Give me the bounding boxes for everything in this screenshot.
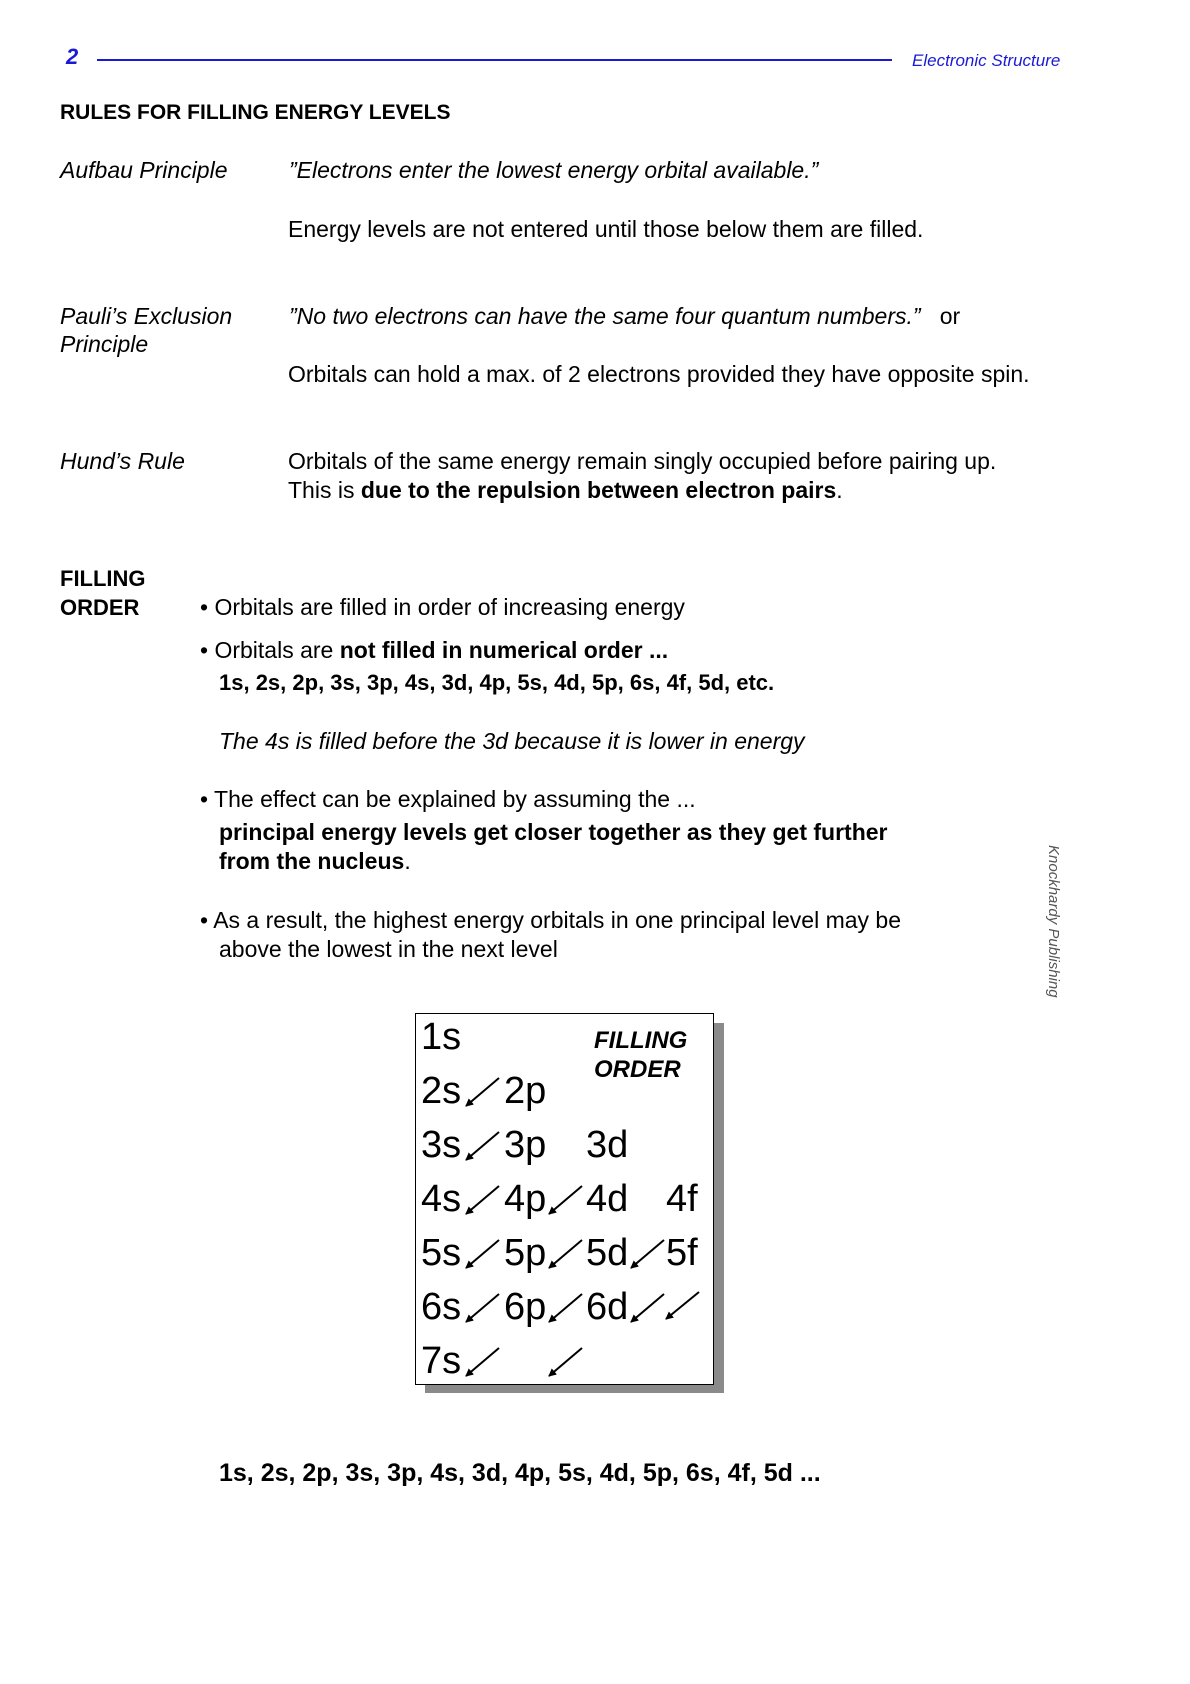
orbital-1s: 1s	[421, 1016, 462, 1058]
principal-bold-line1: principal energy levels get closer together as they get further	[219, 819, 888, 845]
principal-suffix: .	[404, 848, 411, 874]
diagram-title-line1: FILLING	[594, 1027, 688, 1054]
bullet-1	[200, 593, 685, 622]
arrow-to-2s	[466, 1078, 499, 1106]
hund-line2-bold: due to the repulsion between electron pairs	[360, 477, 837, 503]
pauli-label-line1: Pauli’s Exclusion	[60, 303, 233, 329]
pauli-note: Orbitals can hold a max. of 2 electrons provided they have opposite spin.	[288, 361, 1030, 387]
pauli-label-line2: Principle	[60, 331, 149, 357]
orbital-4s: 4s	[421, 1178, 462, 1220]
orbital-5p: 5p	[504, 1232, 547, 1274]
bullet-2-bold: not filled in numerical order ...	[339, 637, 669, 663]
orbital-5d: 5d	[586, 1232, 629, 1274]
bullet-dot: •	[200, 786, 209, 812]
hund-line2-prefix: This is	[288, 477, 361, 503]
page-number: 2	[66, 44, 79, 69]
arrow-to-4s	[466, 1186, 499, 1214]
arrow-to-6s	[466, 1294, 499, 1322]
arrow-into-7p-position	[549, 1348, 582, 1376]
orbital-4d: 4d	[586, 1178, 629, 1220]
pauli-quote: ”No two electrons can have the same four quantum numbers.”	[289, 303, 921, 329]
filling-order-label	[60, 564, 146, 622]
arrow-to-3s	[466, 1132, 499, 1160]
orbital-2p: 2p	[504, 1070, 547, 1112]
filling-label-line1: FILLING	[60, 566, 146, 591]
filling-label-line2: ORDER	[60, 595, 140, 620]
bullet-4-line1: As a result, the highest energy orbitals in one principal level may be	[213, 907, 902, 933]
arrow-to-5d	[631, 1240, 664, 1268]
arrow-to-6p	[549, 1294, 582, 1322]
arrow-to-5s	[466, 1240, 499, 1268]
bullet-dot: •	[200, 907, 209, 933]
header-rule	[97, 59, 892, 61]
aufbau-label: Aufbau Principle	[60, 157, 228, 183]
filling-order-svg	[416, 1014, 713, 1384]
orbital-4p: 4p	[504, 1178, 547, 1220]
orbital-3d: 3d	[586, 1124, 629, 1166]
bullet-4-line2: above the lowest in the next level	[219, 936, 558, 962]
bullet-2-prefix: Orbitals are	[214, 637, 340, 663]
side-credit: Knockhardy Publishing	[1045, 845, 1062, 998]
pauli-or: or	[939, 303, 961, 329]
arrow-from-5f	[666, 1292, 699, 1319]
filling-arrows	[466, 1078, 699, 1376]
bullet-dot: •	[200, 637, 209, 663]
pauli-quote-line	[289, 302, 960, 330]
filling-italic-note: The 4s is filled before the 3d because it is lower in energy	[219, 728, 805, 754]
arrow-to-5p	[549, 1240, 582, 1268]
principal-bold-line2: from the nucleus	[219, 848, 405, 874]
bullet-3-text: The effect can be explained by assuming the ...	[214, 786, 696, 812]
final-sequence: 1s, 2s, 2p, 3s, 3p, 4s, 3d, 4p, 5s, 4d, 5p, 6s, 4f, 5d ...	[219, 1459, 821, 1487]
filling-sequence: 1s, 2s, 2p, 3s, 3p, 4s, 3d, 4p, 5s, 4d, 5p, 6s, 4f, 5d, etc.	[219, 670, 775, 695]
bullet-2	[200, 636, 668, 665]
diagram-title-line2: ORDER	[594, 1056, 681, 1083]
bullet-dot: •	[200, 594, 209, 620]
bullet-4	[200, 906, 901, 935]
orbital-5f: 5f	[666, 1232, 698, 1274]
orbital-3s: 3s	[421, 1124, 462, 1166]
orbital-4f: 4f	[666, 1178, 698, 1220]
hund-line2-suffix: .	[836, 477, 843, 503]
orbital-6s: 6s	[421, 1286, 462, 1328]
filling-order-diagram	[415, 1013, 714, 1385]
hund-line1: Orbitals of the same energy remain singly occupied before pairing up.	[288, 448, 997, 474]
orbital-3p: 3p	[504, 1124, 547, 1166]
orbital-7s: 7s	[421, 1340, 462, 1382]
aufbau-note: Energy levels are not entered until those below them are filled.	[288, 216, 924, 242]
arrow-to-7s	[466, 1348, 499, 1376]
bullet-3	[200, 785, 696, 814]
hund-label: Hund’s Rule	[60, 448, 185, 474]
header-title: Electronic Structure	[912, 51, 1061, 70]
hund-line2	[288, 476, 843, 504]
orbital-6d: 6d	[586, 1286, 629, 1328]
orbital-5s: 5s	[421, 1232, 462, 1274]
arrow-to-6d	[631, 1294, 664, 1322]
principal-line2	[219, 847, 411, 876]
rules-heading: RULES FOR FILLING ENERGY LEVELS	[60, 101, 451, 124]
arrow-to-4p	[549, 1186, 582, 1214]
bullet-1-text: Orbitals are filled in order of increasing energy	[214, 594, 685, 620]
orbital-6p: 6p	[504, 1286, 547, 1328]
aufbau-quote: ”Electrons enter the lowest energy orbital available.”	[289, 157, 819, 183]
orbital-2s: 2s	[421, 1070, 462, 1112]
